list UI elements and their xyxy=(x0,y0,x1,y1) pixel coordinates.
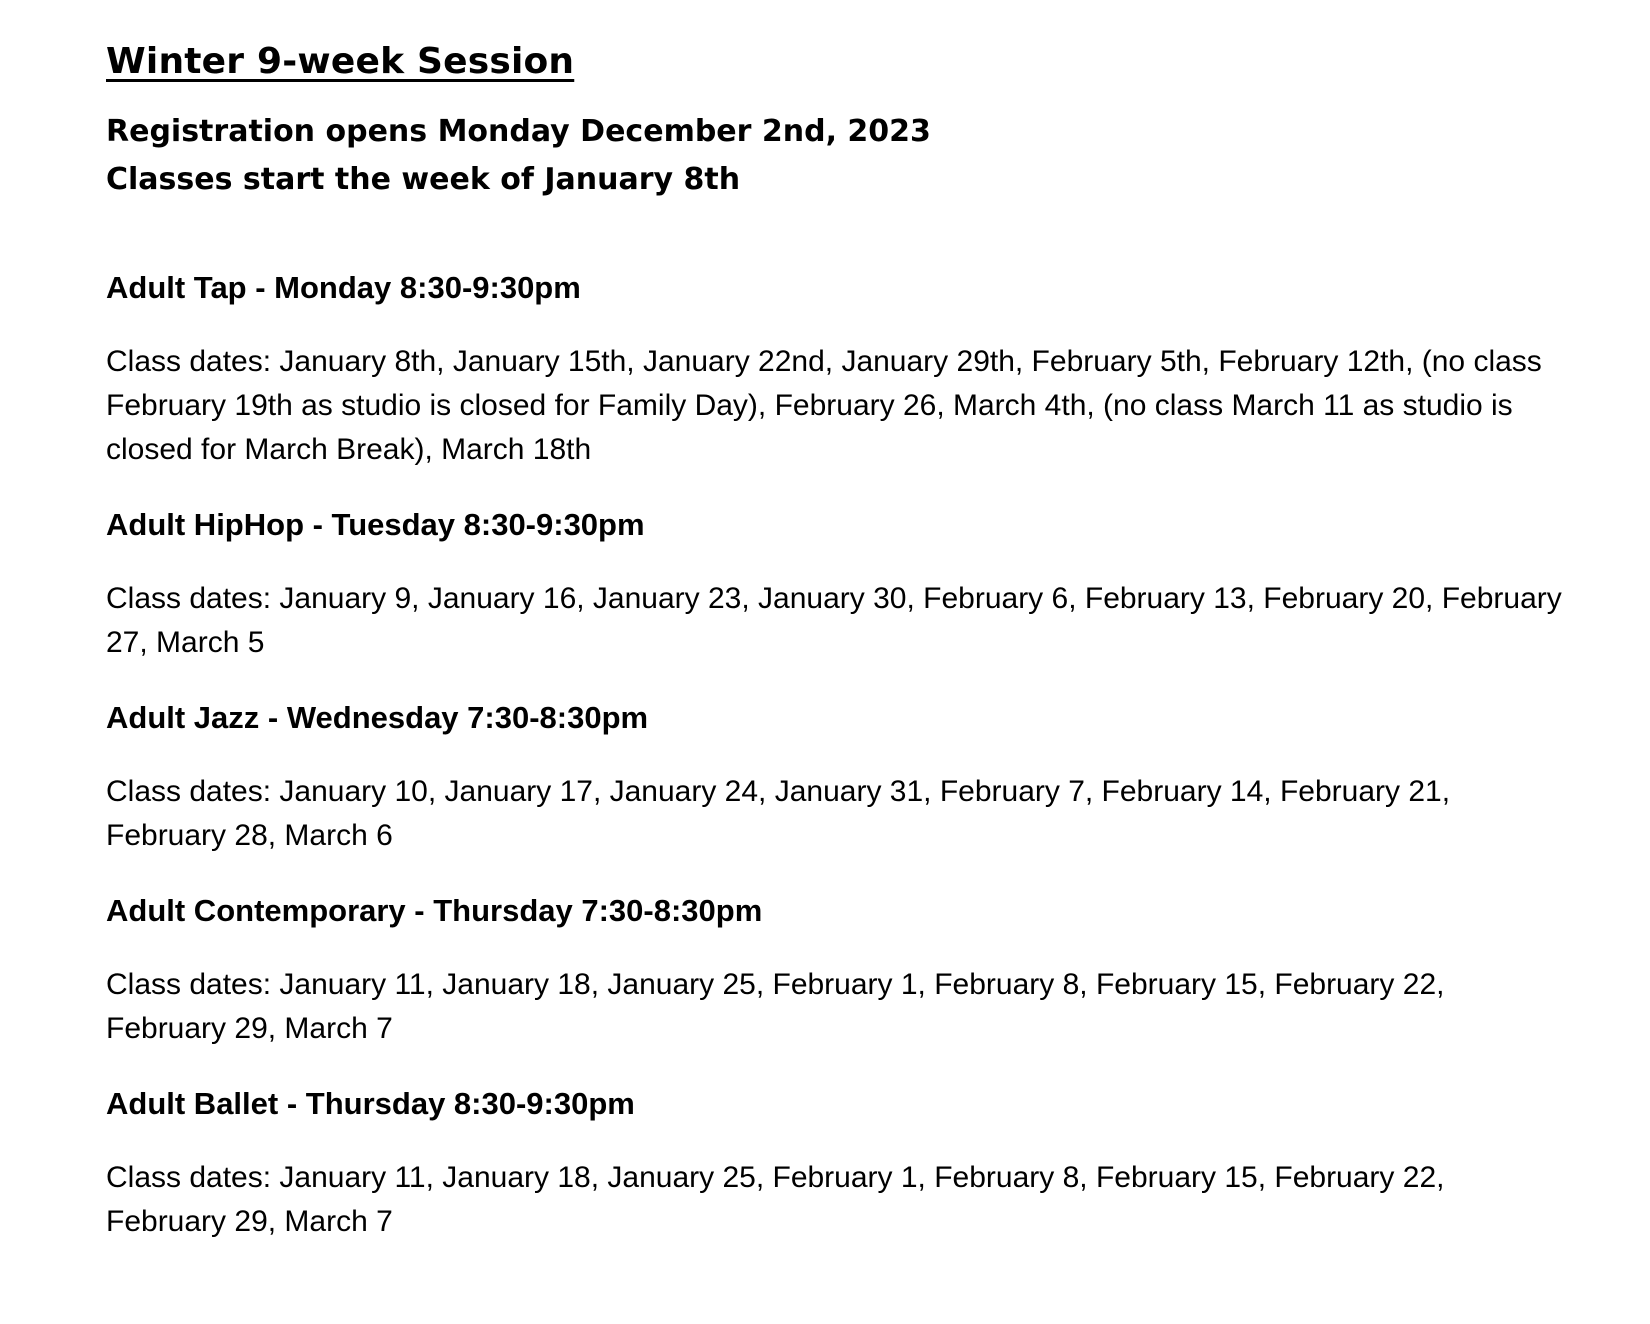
class-dates: Class dates: January 10, January 17, January 24, January 31, February 7, February 14, February 21, February 28, March 6 xyxy=(106,775,1451,852)
class-adult-jazz xyxy=(106,696,1566,858)
class-dates: Class dates: January 8th, January 15th, January 22nd, January 29th, February 5th, February 12th, (no class February 19th as studio is closed for Family Day), February 26, March 4th, (no class March 11 as studio is closed for March Break), March 18th xyxy=(106,345,1542,466)
class-dates: Class dates: January 11, January 18, January 25, February 1, February 8, February 15, February 22, February 29, March 7 xyxy=(106,968,1445,1045)
session-intro xyxy=(106,108,1566,204)
class-adult-tap xyxy=(106,266,1566,472)
start-line: Classes start the week of January 8th xyxy=(106,162,741,197)
class-adult-hiphop xyxy=(106,503,1566,665)
class-adult-contemporary xyxy=(106,889,1566,1051)
class-heading: Adult Tap - Monday 8:30-9:30pm xyxy=(106,270,581,305)
class-dates: Class dates: January 11, January 18, January 25, February 1, February 8, February 15, February 22, February 29, March 7 xyxy=(106,1161,1445,1238)
session-title: Winter 9-week Session xyxy=(106,41,575,82)
class-list xyxy=(106,266,1566,1244)
registration-line: Registration opens Monday December 2nd, 2023 xyxy=(106,114,931,149)
class-heading: Adult Jazz - Wednesday 7:30-8:30pm xyxy=(106,700,649,735)
document-page xyxy=(106,38,1566,1275)
class-heading: Adult HipHop - Tuesday 8:30-9:30pm xyxy=(106,507,645,542)
class-heading: Adult Ballet - Thursday 8:30-9:30pm xyxy=(106,1086,635,1121)
class-dates: Class dates: January 9, January 16, January 23, January 30, February 6, February 13, February 20, February 27, March 5 xyxy=(106,582,1562,659)
class-heading: Adult Contemporary - Thursday 7:30-8:30pm xyxy=(106,893,763,928)
class-adult-ballet xyxy=(106,1082,1566,1244)
